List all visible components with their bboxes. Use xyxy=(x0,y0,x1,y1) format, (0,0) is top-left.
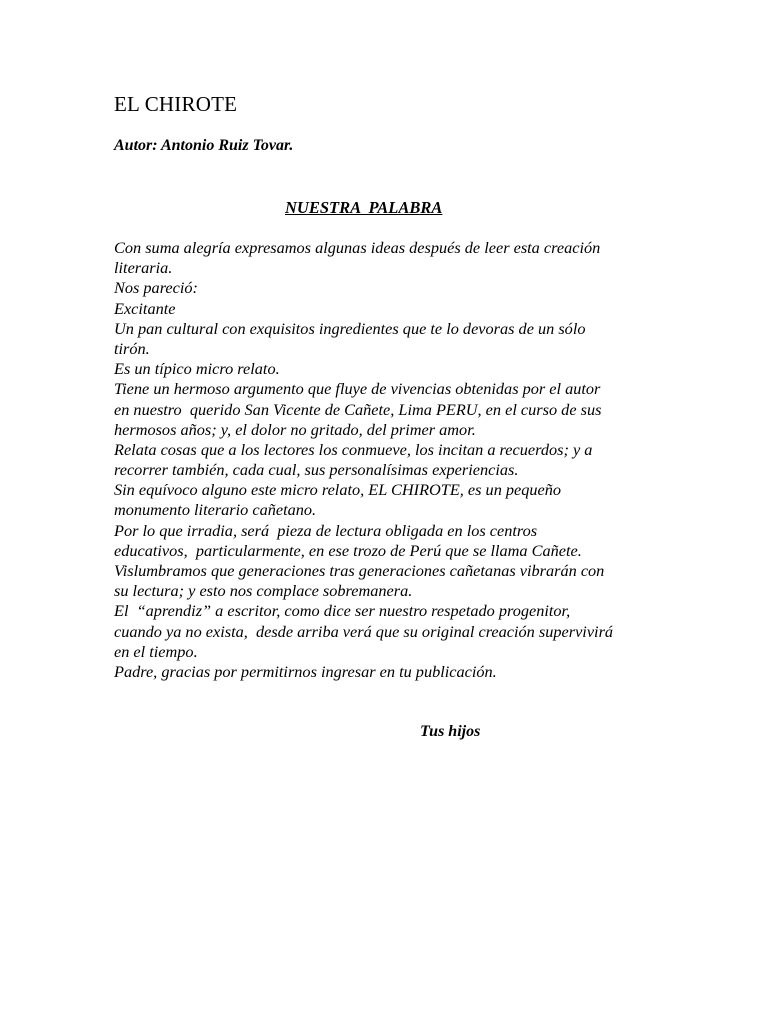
body-line: Un pan cultural con exquisitos ingredientes que te lo devoras de un sólo xyxy=(114,318,586,338)
body-line: Excitante xyxy=(114,298,176,318)
body-line: cuando ya no exista, desde arriba verá que su original creación supervivirá xyxy=(114,621,614,641)
body-line: tirón. xyxy=(114,338,150,358)
body-line: Relata cosas que a los lectores los conmueve, los incitan a recuerdos; y a xyxy=(114,439,593,459)
body-line: Padre, gracias por permitirnos ingresar en tu publicación. xyxy=(114,661,497,681)
body-line: El “aprendiz” a escritor, como dice ser nuestro respetado progenitor, xyxy=(114,601,571,621)
body-line: Con suma alegría expresamos algunas ideas después de leer esta creación xyxy=(114,238,601,257)
body-line: Vislumbramos que generaciones tras generaciones cañetanas vibrarán con xyxy=(114,561,605,580)
body-paragraph xyxy=(114,238,674,682)
body-line: literaria. xyxy=(114,258,173,278)
signature: Tus hijos xyxy=(420,723,481,740)
body-line: en el tiempo. xyxy=(114,641,198,661)
section-heading: NUESTRA PALABRA xyxy=(285,198,443,217)
body-line: Nos pareció: xyxy=(114,278,198,298)
body-line: Por lo que irradia, será pieza de lectura obligada en los centros xyxy=(114,520,538,540)
body-line: recorrer también, cada cual, sus personalísimas experiencias. xyxy=(114,460,519,480)
author-line: Autor: Antonio Ruiz Tovar. xyxy=(114,137,294,154)
body-line: educativos, particularmente, en ese trozo de Perú que se llama Cañete. xyxy=(114,540,582,560)
body-line: en nuestro querido San Vicente de Cañete, Lima PERU, en el curso de sus xyxy=(114,399,602,419)
body-line: Es un típico micro relato. xyxy=(114,359,280,379)
body-line: hermosos años; y, el dolor no gritado, del primer amor. xyxy=(114,419,476,439)
body-line: Tiene un hermoso argumento que fluye de vivencias obtenidas por el autor xyxy=(114,379,601,399)
document-title: EL CHIROTE xyxy=(114,92,238,116)
body-line: monumento literario cañetano. xyxy=(114,500,317,520)
body-line: Sin equívoco alguno este micro relato, EL CHIROTE, es un pequeño xyxy=(114,480,562,500)
body-line: su lectura; y esto nos complace sobremanera. xyxy=(114,581,413,601)
